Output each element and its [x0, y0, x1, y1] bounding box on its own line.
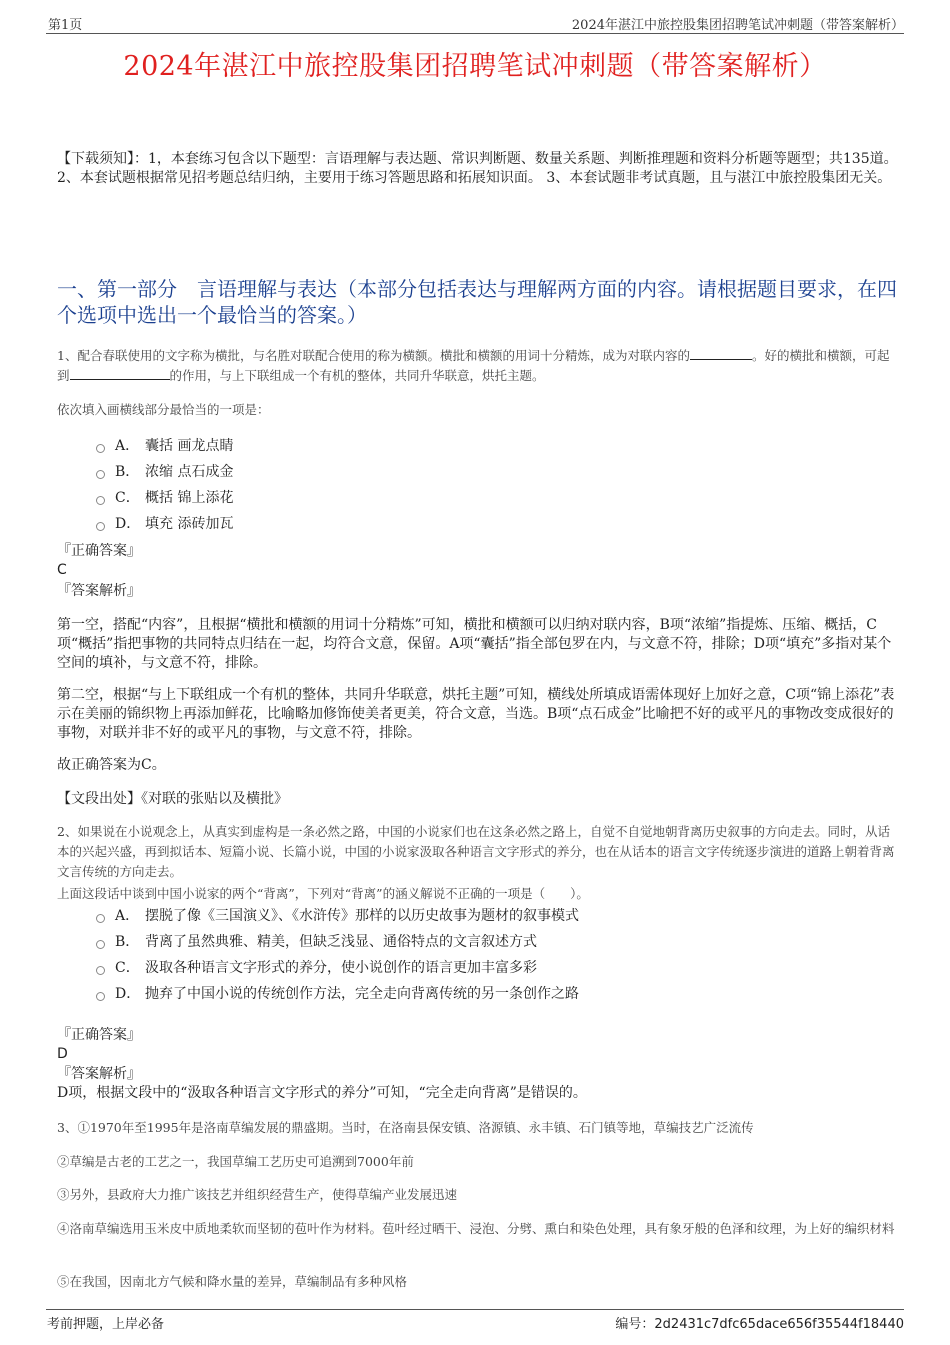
q1-blank-2	[70, 367, 170, 380]
q2-option-a[interactable]	[96, 903, 896, 929]
q2-answer-title: 『正确答案』	[57, 1027, 141, 1043]
section-heading: 一、第一部分 言语理解与表达（本部分包括表达与理解两方面的内容。请根据题目要求，在四个选项中选出一个最恰当的答案。）	[57, 277, 897, 327]
q1-text-part-c: 的作用，与上下联组成一个有机的整体，共同升华联意，烘托主题。	[169, 368, 545, 383]
q2-answer: D	[57, 1046, 68, 1062]
q2-option-d[interactable]	[96, 981, 896, 1007]
question-3-item-3: ③另外，县政府大力推广该技艺并组织经营生产，使得草编产业发展迅速	[57, 1187, 458, 1202]
question-1-instruction: 依次填入画横线部分最恰当的一项是：	[57, 402, 270, 417]
option-text: 浓缩 点石成金	[145, 464, 234, 480]
question-3-item-1: 3、①1970年至1995年是洛南草编发展的鼎盛期。当时，在洛南县保安镇、洛源镇、永丰镇、石门镇等地，草编技艺广泛流传	[57, 1120, 754, 1135]
radio-button-icon[interactable]	[96, 470, 105, 479]
q1-option-d[interactable]	[96, 511, 896, 537]
q2-analysis: D项，根据文段中的“汲取各种语言文字形式的养分”可知，“完全走向背离”是错误的。	[57, 1085, 587, 1101]
q1-option-b[interactable]	[96, 459, 896, 485]
question-2-prompt: 上面这段话中谈到中国小说家的两个“背离”，下列对“背离”的涵义解说不正确的一项是（ ）。	[57, 886, 589, 901]
page-number: 第1页	[48, 18, 83, 33]
option-label: B．	[115, 464, 140, 480]
footer-divider	[46, 1309, 904, 1310]
footer-slogan: 考前押题，上岸必备	[47, 1317, 165, 1332]
header-doc-title: 2024年湛江中旅控股集团招聘笔试冲刺题（带答案解析）	[571, 18, 904, 33]
q1-analysis-title: 『答案解析』	[57, 583, 141, 599]
option-label: C．	[115, 490, 140, 506]
radio-button-icon[interactable]	[96, 444, 105, 453]
question-1-options	[96, 433, 896, 537]
q1-analysis-paragraph-1: 第一空，搭配“内容”，且根据“横批和横额的用词十分精炼”可知，横批和横额可以归纳对联内容，B项“浓缩”指提炼、压缩、概括，C项“概括”指把事物的共同特点归结在一起，均符合文意，保留。A项“囊括”指全部包罗在内，与文意不符，排除；D项“填充”多指对某个空间的填补，与文意不符，排除。	[57, 617, 892, 671]
option-label: B．	[115, 934, 140, 950]
option-text: 概括 锦上添花	[145, 490, 234, 506]
q1-option-a[interactable]	[96, 433, 896, 459]
q1-option-c[interactable]	[96, 485, 896, 511]
option-text: 囊括 画龙点睛	[145, 438, 234, 454]
option-label: D．	[115, 516, 141, 532]
radio-button-icon[interactable]	[96, 496, 105, 505]
q1-answer: C	[57, 562, 67, 578]
download-notice: 【下载须知】：1，本套练习包含以下题型：言语理解与表达题、常识判断题、数量关系题、判断推理题和资料分析题等题型；共135道。 2、本套试题根据常见招考题总结归纳，主要用于练习答题思路和拓展知识面。 3、本套试题非考试真题，且与湛江中旅控股集团无关。	[57, 151, 898, 186]
q1-analysis-paragraph-2: 第二空，根据“与上下联组成一个有机的整体，共同升华联意，烘托主题”可知，横线处所填成语需体现好上加好之意，C项“锦上添花”表示在美丽的锦织物上再添加鲜花，比喻略加修饰使美者更美，符合文意，当选。B项“点石成金”比喻把不好的或平凡的事物改变成很好的事物，对联并非不好的或平凡的事物，与文意不符，排除。	[57, 687, 895, 741]
option-label: A．	[115, 908, 140, 924]
radio-button-icon[interactable]	[96, 992, 105, 1001]
q1-answer-title: 『正确答案』	[57, 543, 141, 559]
q1-source: 【文段出处】《对联的张贴以及横批》	[57, 791, 288, 807]
radio-button-icon[interactable]	[96, 522, 105, 531]
option-label: D．	[115, 986, 141, 1002]
page-title: 2024年湛江中旅控股集团招聘笔试冲刺题（带答案解析）	[123, 51, 827, 82]
q1-text-part-a: 1、配合春联使用的文字称为横批，与名胜对联配合使用的称为横额。横批和横额的用词十分精炼，成为对联内容的	[57, 348, 690, 363]
header-divider	[46, 33, 904, 34]
option-text: 抛弃了中国小说的传统创作方法，完全走向背离传统的另一条创作之路	[145, 986, 579, 1002]
question-3-item-2: ②草编是古老的工艺之一，我国草编工艺历史可追溯到7000年前	[57, 1154, 414, 1169]
option-text: 背离了虽然典雅、精美，但缺乏浅显、通俗特点的文言叙述方式	[145, 934, 537, 950]
option-text: 填充 添砖加瓦	[145, 516, 234, 532]
radio-button-icon[interactable]	[96, 940, 105, 949]
footer-code-value: 2d2431c7dfc65dace656f35544f18440	[654, 1317, 904, 1332]
option-text: 摆脱了像《三国演义》、《水浒传》那样的以历史故事为题材的叙事模式	[145, 908, 579, 924]
footer-code-label: 编号：	[615, 1317, 655, 1332]
radio-button-icon[interactable]	[96, 966, 105, 975]
q2-analysis-title: 『答案解析』	[57, 1066, 141, 1082]
q2-option-b[interactable]	[96, 929, 896, 955]
option-label: C．	[115, 960, 140, 976]
question-3-item-4: ④洛南草编选用玉米皮中质地柔软而坚韧的苞叶作为材料。苞叶经过晒干、浸泡、分劈、熏白和染色处理，具有象牙般的色泽和纹理，为上好的编织材料	[57, 1221, 895, 1236]
option-label: A．	[115, 438, 140, 454]
option-text: 汲取各种语言文字形式的养分，使小说创作的语言更加丰富多彩	[145, 960, 537, 976]
question-2-options	[96, 903, 896, 1007]
radio-button-icon[interactable]	[96, 914, 105, 923]
question-1-text	[57, 346, 899, 386]
q2-option-c[interactable]	[96, 955, 896, 981]
q1-blank-1	[690, 347, 752, 360]
q1-conclusion: 故正确答案为C。	[57, 757, 166, 773]
q1-text-part-b: 。好的横批和横额，可起到	[57, 348, 890, 383]
question-3-item-5: ⑤在我国，因南北方气候和降水量的差异，草编制品有多种风格	[57, 1274, 408, 1289]
footer-code	[615, 1313, 904, 1332]
question-2-text: 2、如果说在小说观念上，从真实到虚构是一条必然之路，中国的小说家们也在这条必然之路上，自觉不自觉地朝背离历史叙事的方向走去。同时，从话本的兴起兴盛，再到拟话本、短篇小说、长篇小说，中国的小说家汲取各种语言文字形式的养分，也在从话本的语言文字传统逐步演进的道路上朝着背离文言传统的方向走去。	[57, 824, 895, 879]
